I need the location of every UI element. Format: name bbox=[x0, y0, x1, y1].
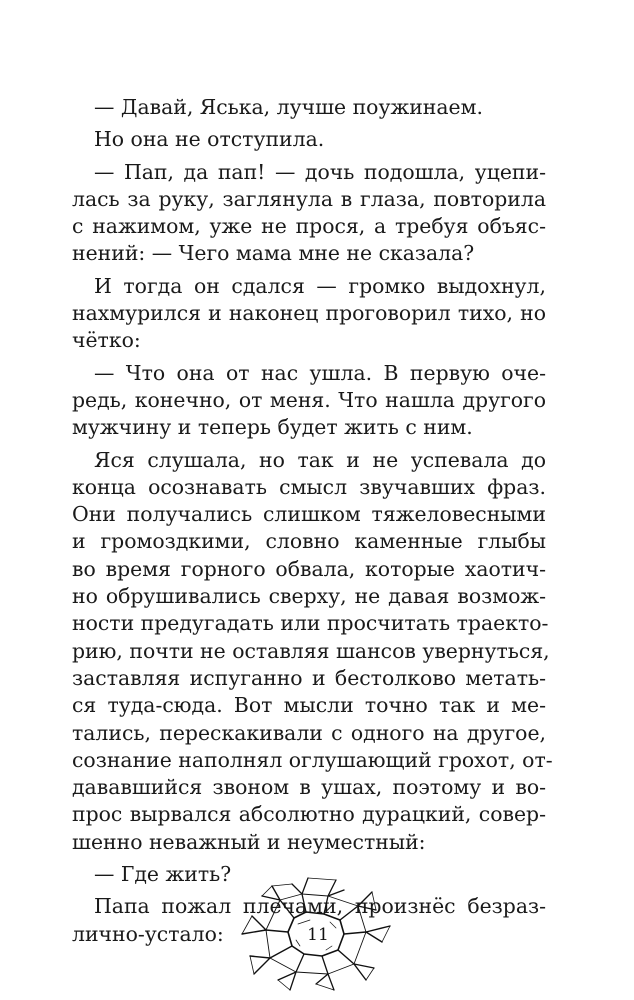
text-line: чётко: bbox=[72, 328, 141, 353]
text-line: с нажимом, уже не прося, а требуя объяс- bbox=[72, 214, 546, 239]
text-line: тались, перескакивали с одного на другое, bbox=[72, 720, 546, 745]
text-line: лась за руку, заглянула в глаза, повторила bbox=[72, 186, 546, 211]
text-line: конца осознавать смысл звучавших фраз. bbox=[72, 474, 546, 499]
text-line: Они получались слишком тяжеловесными bbox=[72, 502, 546, 527]
text-line: во время горного обвала, которые хаотич- bbox=[72, 556, 546, 581]
text-line: нахмурился и наконец проговорил тихо, но bbox=[72, 301, 546, 326]
text-line: И тогда он сдался — громко выдохнул, bbox=[94, 273, 546, 298]
text-line: Папа пожал плечами, произнёс безраз- bbox=[94, 894, 546, 919]
body-text bbox=[72, 94, 553, 948]
text-line: сознание наполнял оглушающий грохот, от- bbox=[72, 747, 553, 772]
text-line: редь, конечно, от меня. Что нашла другого bbox=[72, 387, 546, 412]
text-line: ся туда-сюда. Вот мысли точно так и ме- bbox=[72, 693, 546, 718]
text-line: — Давай, Яська, лучше поужинаем. bbox=[94, 95, 483, 119]
text-line: дававшийся звоном в ушах, поэтому и во- bbox=[72, 775, 546, 800]
text-line: прос вырвался абсолютно дурацкий, совер- bbox=[72, 802, 546, 827]
text-line: и громоздкими, словно каменные глыбы bbox=[72, 529, 546, 554]
text-line: рию, почти не оставляя шансов увернуться, bbox=[72, 638, 550, 663]
text-line: — Что она от нас ушла. В первую оче- bbox=[94, 360, 546, 385]
text-line: Яся слушала, но так и не успевала до bbox=[94, 447, 546, 472]
text-line: нений: — Чего мама мне не сказала? bbox=[72, 241, 475, 266]
text-line: лично-устало: bbox=[72, 921, 224, 946]
page-number: 11 bbox=[307, 925, 329, 945]
text-line: но обрушивались сверху, не давая возмож- bbox=[72, 584, 546, 609]
text-line: шенно неважный и неуместный: bbox=[72, 829, 426, 854]
text-line: мужчину и теперь будет жить с ним. bbox=[72, 415, 473, 440]
text-line: Но она не отступила. bbox=[94, 127, 325, 152]
text-line: — Где жить? bbox=[94, 862, 232, 887]
text-line: — Пап, да пап! — дочь подошла, уцепи- bbox=[94, 159, 546, 184]
text-line: ности предугадать или просчитать траекто- bbox=[72, 611, 549, 636]
text-line: заставляя испуганно и бестолково метать- bbox=[72, 665, 546, 690]
